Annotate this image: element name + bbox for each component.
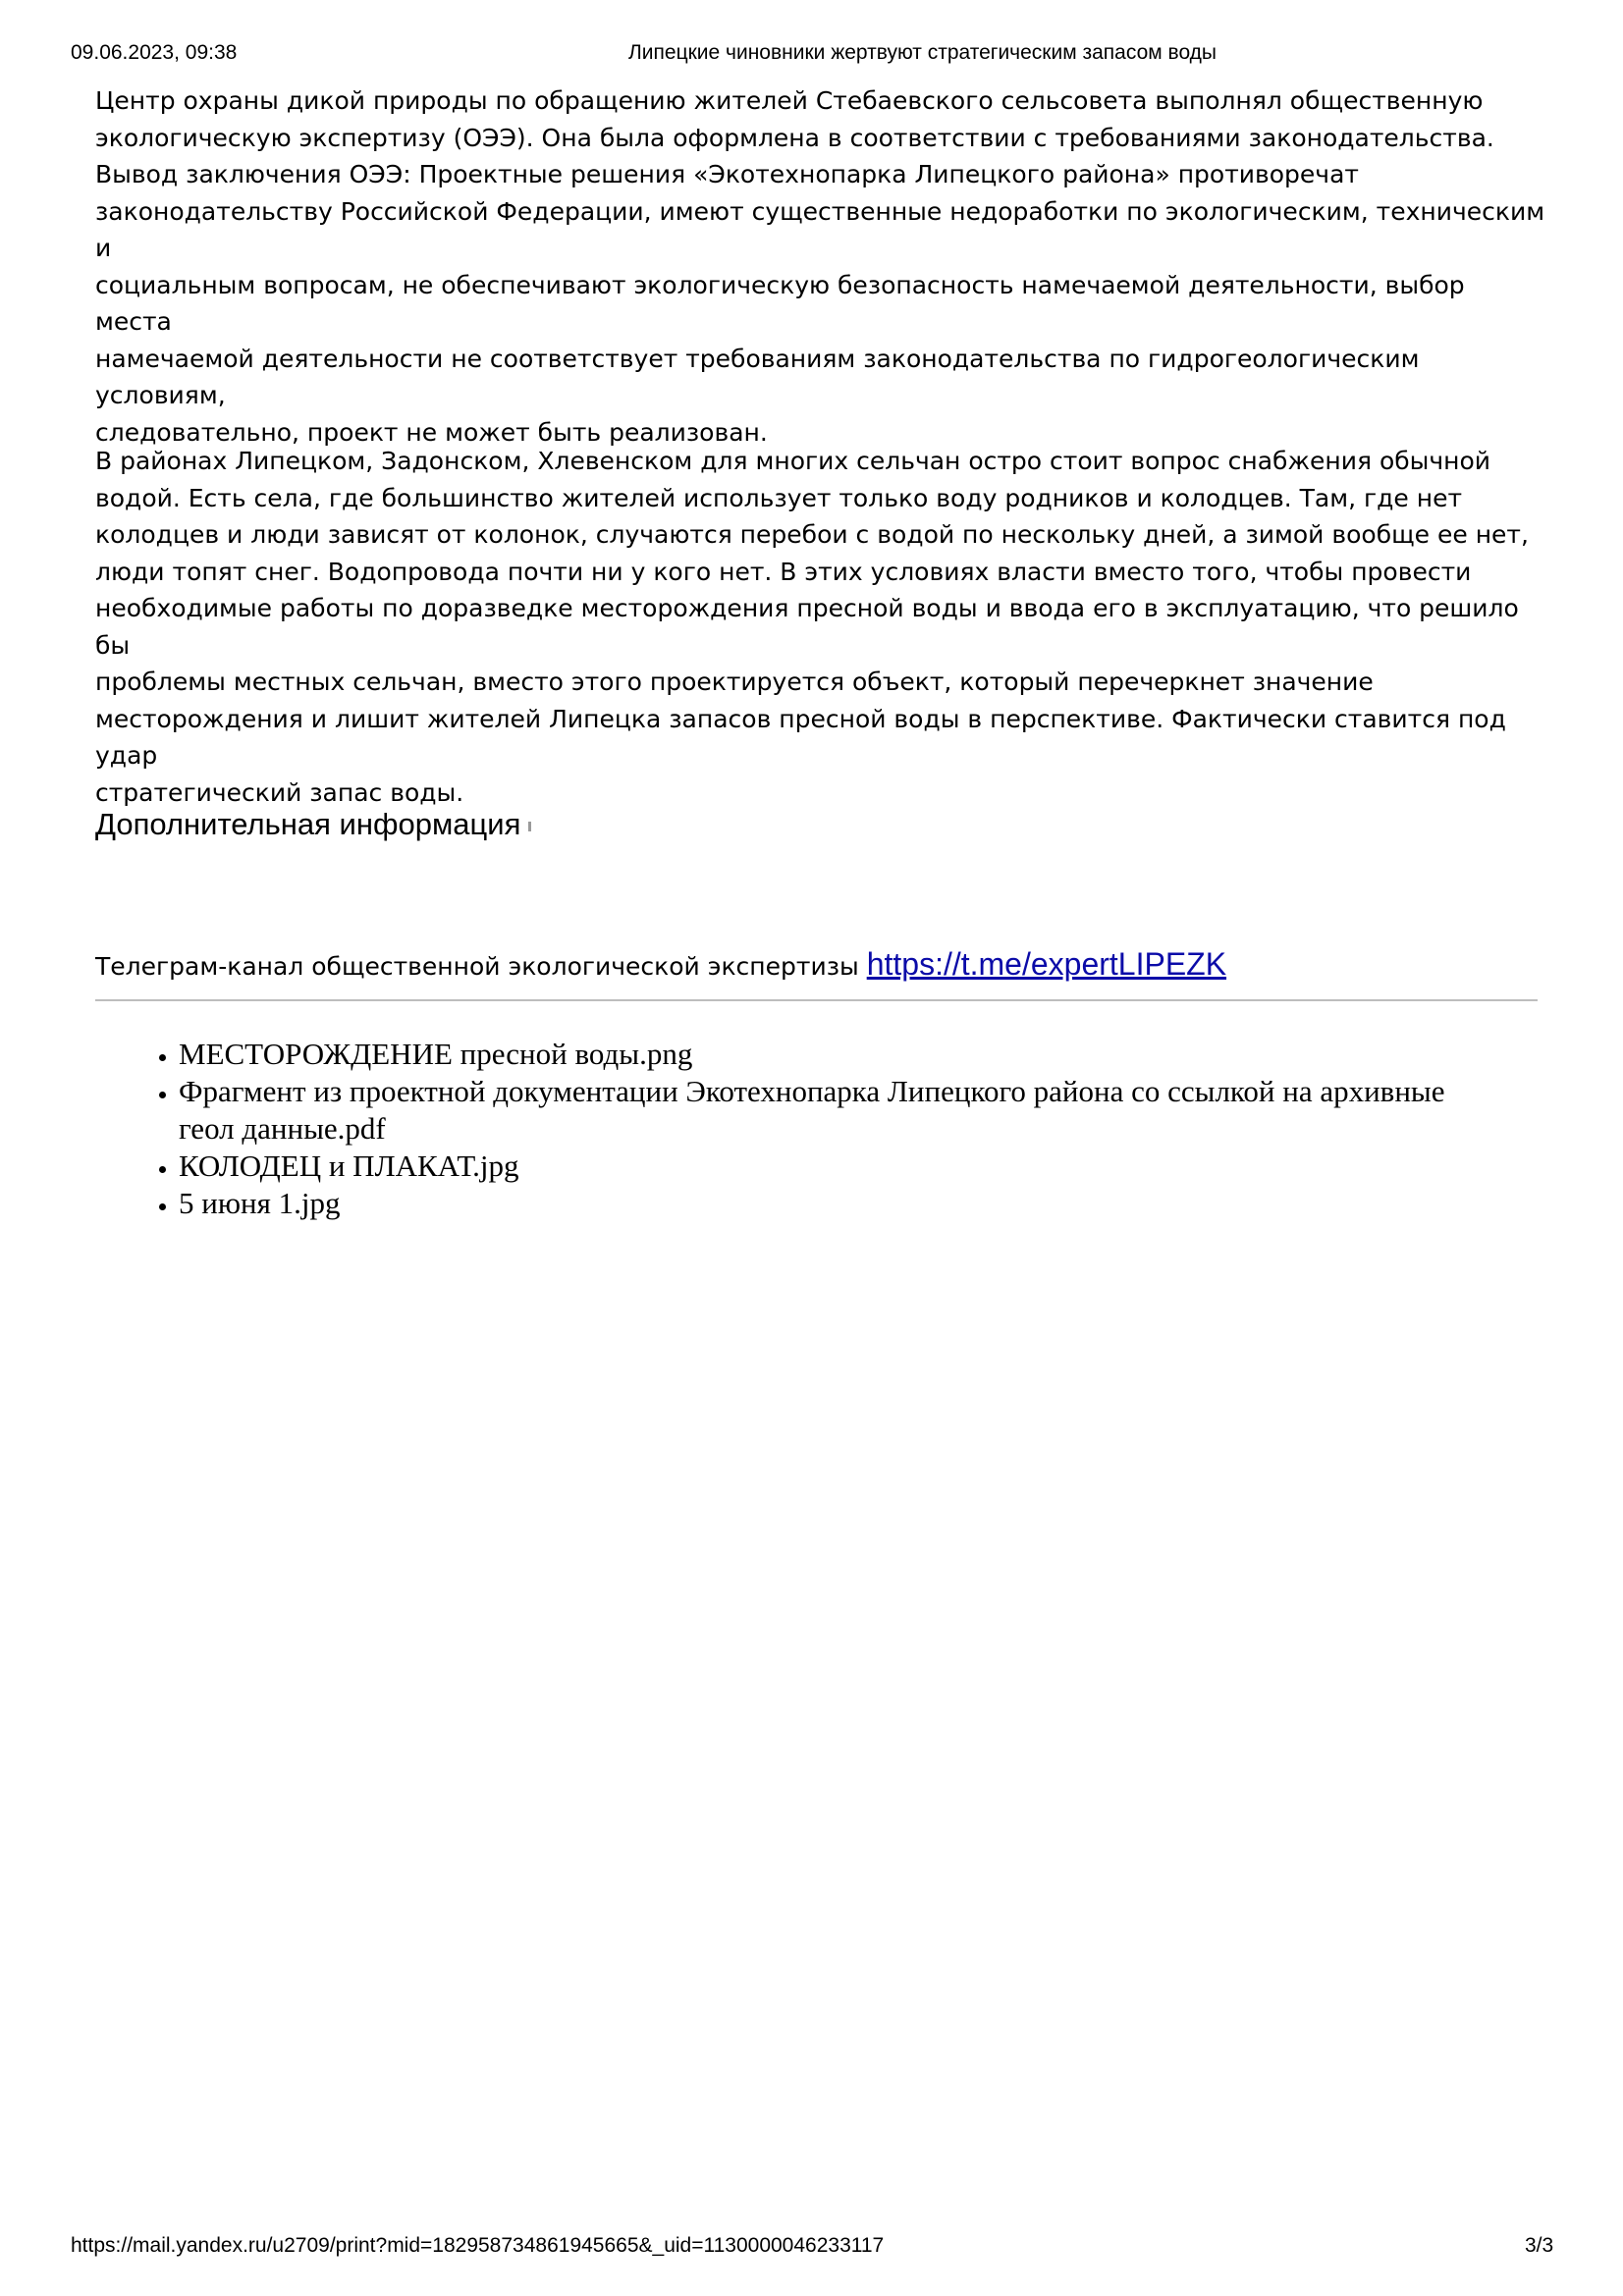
attachment-item[interactable]: • КОЛОДЕЦ и ПЛАКАТ.jpg bbox=[179, 1148, 1499, 1185]
telegram-label: Телеграм-канал общественной экологической экспертизы bbox=[95, 952, 867, 981]
attachment-item[interactable]: • Фрагмент из проектной документации Экотехнопарка Липецкого района со ссылкой на архивные геол данные.pdf bbox=[179, 1073, 1499, 1148]
attachment-item[interactable]: • 5 июня 1.jpg bbox=[179, 1185, 1499, 1222]
attachments-list bbox=[95, 1036, 1499, 1222]
divider bbox=[95, 999, 1538, 1001]
print-page-title: Липецкие чиновники жертвуют стратегическим запасом воды bbox=[628, 41, 1217, 64]
attachment-item[interactable]: • МЕСТОРОЖДЕНИЕ пресной воды.png bbox=[179, 1036, 1499, 1073]
paragraph-expertise-conclusion: Центр охраны дикой природы по обращению жителей Стебаевского сельсовета выполнял общественную экологическую экспертизу (ОЭЭ). Она была оформлена в соответствии с требованиями законодательства. Вывод заключения ОЭЭ: Проектные решения «Экотехнопарка Липецкого района» противоречат законодательству Российской Федерации, имеют существенные недоработки по экологическим, техническим и социальным вопросам, не обеспечивают экологическую безопасность намечаемой деятельности, выбор места намечаемой деятельности не соответствует требованиям законодательства по гидрогеологическим условиям, следовательно, проект не может быть реализован. bbox=[95, 86, 1545, 447]
telegram-line bbox=[95, 945, 1226, 986]
cursor-tick-icon bbox=[528, 822, 531, 831]
print-footer-url: https://mail.yandex.ru/u2709/print?mid=182958734861945665&_uid=1130000046233117 bbox=[71, 2234, 885, 2257]
paragraph-water-supply: В районах Липецком, Задонском, Хлевенском для многих сельчан остро стоит вопрос снабжения обычной водой. Есть села, где большинство жителей использует только воду родников и колодцев. Там, где нет колодцев и люди зависят от колонок, случаются перебои с водой по нескольку дней, а зимой вообще ее нет, люди топят снег. Водопровода почти ни у кого нет. В этих условиях власти вместо того, чтобы провести необходимые работы по доразведке месторождения пресной воды и ввода его в эксплуатацию, что решило бы проблемы местных сельчан, вместо этого проектируется объект, который перечеркнет значение месторождения и лишит жителей Липецка запасов пресной воды в перспективе. Фактически ставится под удар стратегический запас воды. bbox=[95, 447, 1529, 807]
extra-info-heading bbox=[95, 806, 531, 843]
page-number: 3/3 bbox=[1525, 2234, 1554, 2257]
print-datetime: 09.06.2023, 09:38 bbox=[71, 41, 238, 64]
extra-info-heading-text: Дополнительная информация bbox=[95, 807, 521, 841]
telegram-channel-link[interactable]: https://t.me/expertLIPEZK bbox=[866, 946, 1227, 982]
